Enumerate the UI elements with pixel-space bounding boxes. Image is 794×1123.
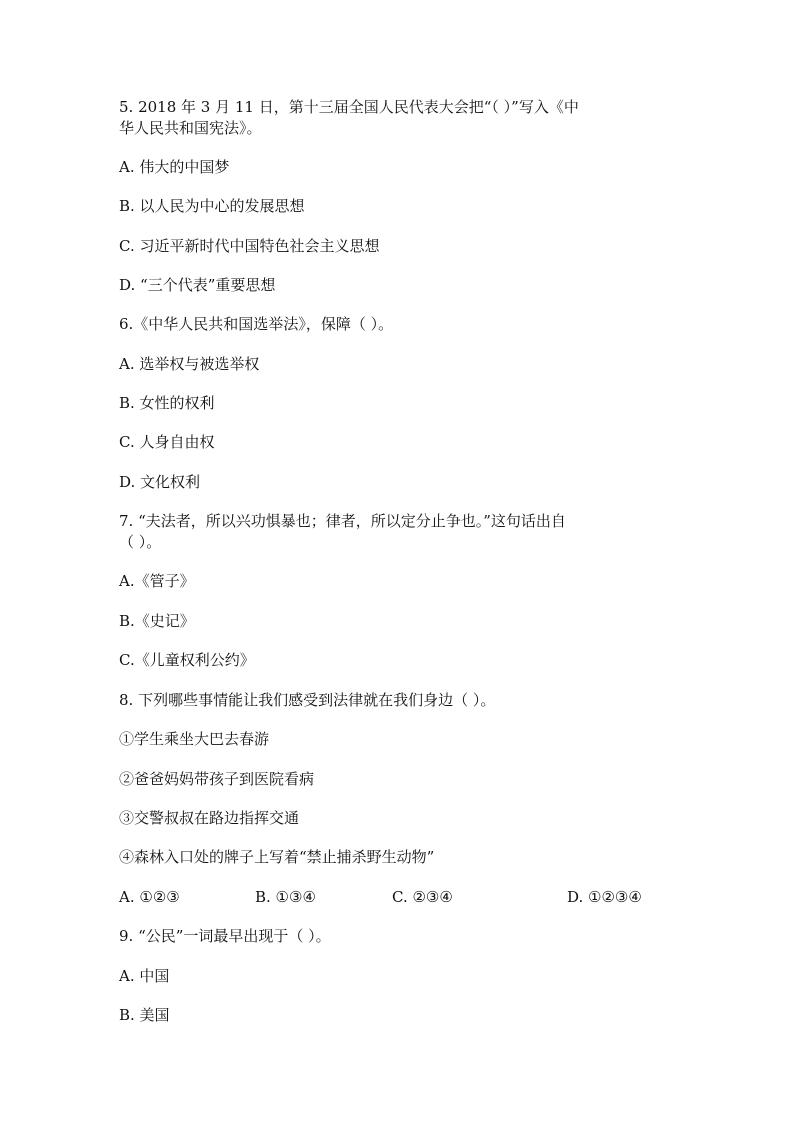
question-8-option-b: B. ①③④ — [255, 888, 316, 906]
question-8-item-2: ②爸爸妈妈带孩子到医院看病 — [119, 770, 315, 788]
question-8-item-4: ④森林入口处的牌子上写着“禁止捕杀野生动物” — [119, 848, 435, 866]
question-9-option-b: B. 美国 — [119, 1006, 170, 1024]
question-6-option-a: A. 选举权与被选举权 — [119, 355, 260, 373]
question-8-item-3: ③交警叔叔在路边指挥交通 — [119, 809, 300, 827]
question-6-option-b: B. 女性的权利 — [119, 394, 215, 412]
question-8-option-c: C. ②③④ — [392, 888, 453, 906]
question-6-option-c: C. 人身自由权 — [119, 433, 215, 451]
question-7-option-c: C.《儿童权利公约》 — [119, 651, 255, 669]
question-8-stem: 8. 下列哪些事情能让我们感受到法律就在我们身边（ ）。 — [119, 691, 496, 709]
question-8-item-1: ①学生乘坐大巴去春游 — [119, 730, 270, 748]
question-9-stem: 9. “公民”一词最早出现于（ ）。 — [119, 927, 331, 945]
question-7-stem-line-1: 7. “夫法者，所以兴功惧暴也；律者，所以定分止争也。”这句话出自 — [119, 512, 566, 530]
question-5-option-d: D. “三个代表”重要思想 — [119, 276, 276, 294]
question-5-stem-line-2: 华人民共和国宪法》。 — [119, 119, 262, 137]
question-6-option-d: D. 文化权利 — [119, 473, 201, 491]
question-8-option-a: A. ①②③ — [119, 888, 180, 906]
question-6-stem: 6.《中华人民共和国选举法》，保障（ ）。 — [119, 315, 394, 333]
question-5-option-c: C. 习近平新时代中国特色社会主义思想 — [119, 237, 380, 255]
question-5-stem-line-1: 5. 2018 年 3 月 11 日，第十三届全国人民代表大会把“（ ）”写入《中 — [119, 98, 579, 116]
question-5-option-a: A. 伟大的中国梦 — [119, 158, 230, 176]
question-7-option-b: B.《史记》 — [119, 612, 195, 630]
question-7-option-a: A.《管子》 — [119, 572, 195, 590]
question-7-stem-line-2: （ ）。 — [119, 533, 162, 551]
question-5-option-b: B. 以人民为中心的发展思想 — [119, 197, 305, 215]
question-8-option-d: D. ①②③④ — [567, 888, 642, 906]
question-9-option-a: A. 中国 — [119, 967, 170, 985]
